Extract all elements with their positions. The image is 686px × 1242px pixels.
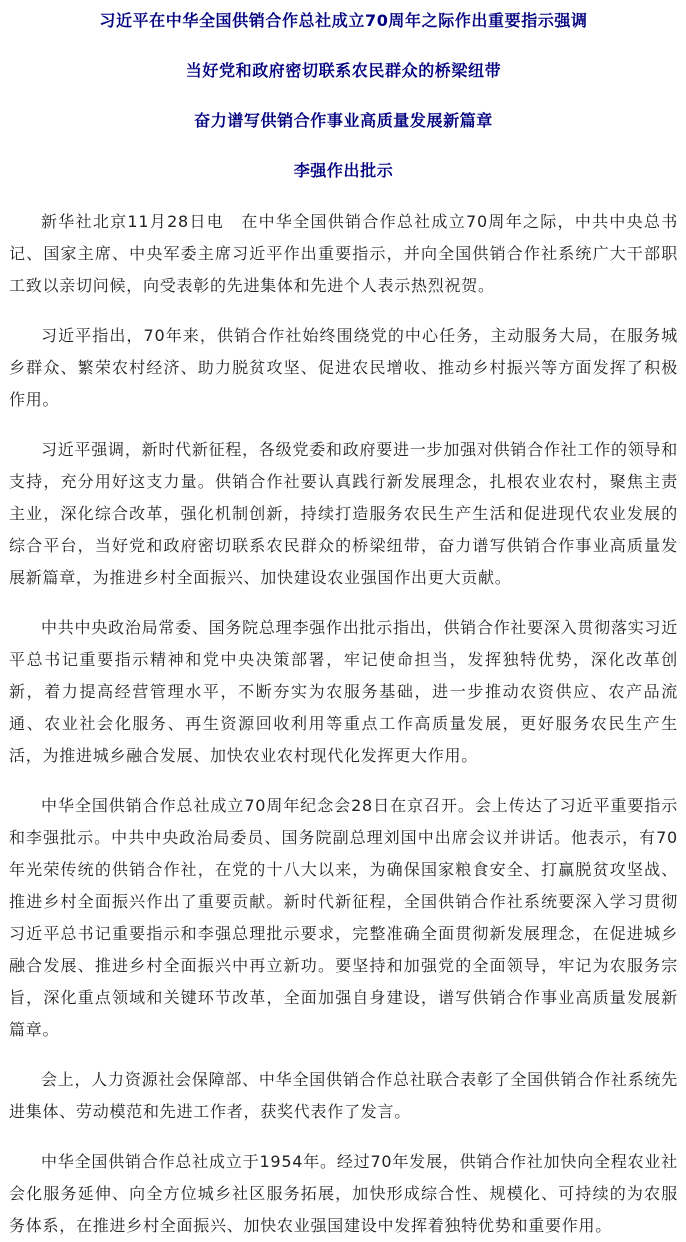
article-paragraph: 会上，人力资源社会保障部、中华全国供销合作总社联合表彰了全国供销合作社系统先进集体、劳动模范和先进工作者，获奖代表作了发言。 xyxy=(9,1070,678,1121)
article-paragraph: 习近平强调，新时代新征程，各级党委和政府要进一步加强对供销合作社工作的领导和支持，充分用好这支力量。供销合作社要认真践行新发展理念，扎根农业农村，聚焦主责主业，深化综合改革，强化机制创新，持续打造服务农民生产生活和促进现代农业发展的综合平台，当好党和政府密切联系农民群众的桥梁纽带，奋力谱写供销合作事业高质量发展新篇章，为推进乡村全面振兴、加快建设农业强国作出更大贡献。 xyxy=(9,440,678,587)
article-paragraph: 中共中央政治局常委、国务院总理李强作出批示指出，供销合作社要深入贯彻落实习近平总书记重要指示精神和党中央决策部署，牢记使命担当，发挥独特优势，深化改革创新，着力提高经营管理水平，不断夯实为农服务基础，进一步推动农资供应、农产品流通、农业社会化服务、再生资源回收利用等重点工作高质量发展，更好服务农民生产生活，为推进城乡融合发展、加快农业农村现代化发挥更大作用。 xyxy=(9,618,678,765)
article-paragraph: 习近平指出，70年来，供销合作社始终围绕党的中心任务，主动服务大局，在服务城乡群众、繁荣农村经济、助力脱贫攻坚、促进农民增收、推动乡村振兴等方面发挥了积极作用。 xyxy=(9,326,678,409)
headline-sub-2: 奋力谱写供销合作事业高质量发展新篇章 xyxy=(194,111,493,130)
headline-main: 习近平在中华全国供销合作总社成立70周年之际作出重要指示强调 xyxy=(99,11,588,30)
headline-sub-1: 当好党和政府密切联系农民群众的桥梁纽带 xyxy=(185,61,502,80)
article-paragraph: 中华全国供销合作总社成立于1954年。经过70年发展，供销合作社加快向全程农业社会化服务延伸、向全方位城乡社区服务拓展，加快形成综合性、规模化、可持续的为农服务体系，在推进乡村全面振兴、加快农业强国建设中发挥着独特优势和重要作用。 xyxy=(9,1152,678,1235)
article-paragraph: 中华全国供销合作总社成立70周年纪念会28日在京召开。会上传达了习近平重要指示和李强批示。中共中央政治局委员、国务院副总理刘国中出席会议并讲话。他表示，有70年光荣传统的供销合作社，在党的十八大以来，为确保国家粮食安全、打赢脱贫攻坚战、推进乡村全面振兴作出了重要贡献。新时代新征程，全国供销合作社系统要深入学习贯彻习近平总书记重要指示和李强总理批示要求，完整准确全面贯彻新发展理念，在促进城乡融合发展、推进乡村全面振兴中再立新功。要坚持和加强党的全面领导，牢记为农服务宗旨，深化重点领域和关键环节改革，全面加强自身建设，谱写供销合作事业高质量发展新篇章。 xyxy=(9,796,678,1039)
article-paragraph-dateline: 新华社北京11月28日电 在中华全国供销合作总社成立70周年之际，中共中央总书记、国家主席、中央军委主席习近平作出重要指示，并向全国供销合作社系统广大干部职工致以亲切问候，向受表彰的先进集体和先进个人表示热烈祝贺。 xyxy=(9,212,678,295)
headline-sub-3: 李强作出批示 xyxy=(293,161,394,180)
